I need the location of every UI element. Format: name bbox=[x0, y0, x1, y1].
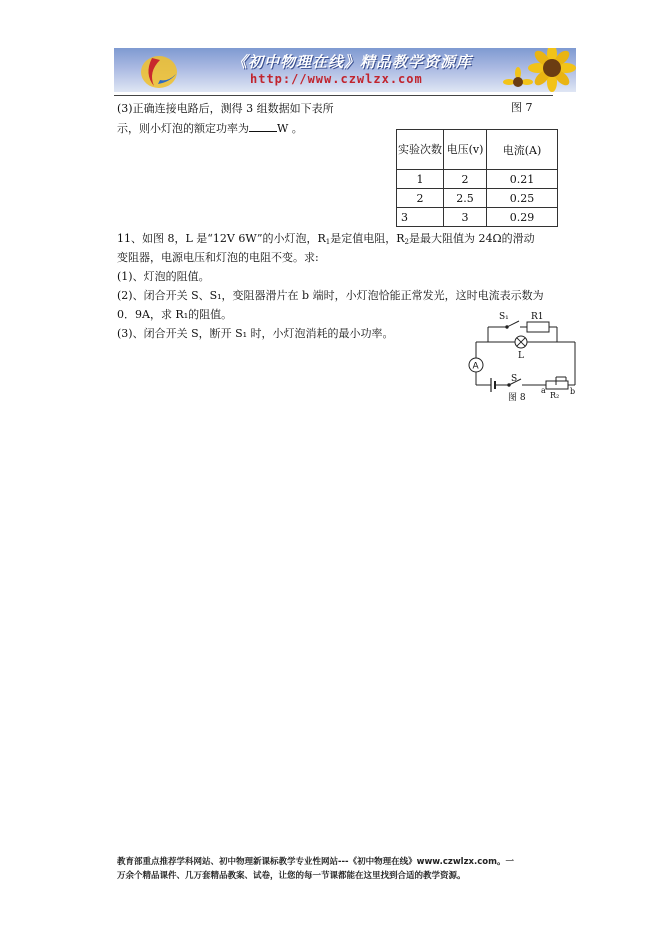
table-cell: 3 bbox=[397, 208, 444, 227]
q3-line2-prefix: 示，则小灯泡的额定功率为 bbox=[117, 122, 249, 135]
table-cell: 0.25 bbox=[487, 189, 558, 208]
table-row bbox=[397, 170, 558, 189]
table-cell: 0.21 bbox=[487, 170, 558, 189]
table-row bbox=[397, 189, 558, 208]
table-header-trial: 实验次数 bbox=[397, 130, 444, 170]
banner-title: 《初中物理在线》精品教学资源库 bbox=[232, 53, 473, 71]
banner-url: http://www.czwlzx.com bbox=[250, 72, 423, 86]
a-label: a bbox=[541, 386, 546, 395]
q11-line1-b: 是定值电阻，R bbox=[330, 232, 405, 245]
s1-label: S₁ bbox=[499, 312, 509, 322]
q11-sub2-line1: (2)、闭合开关 S、S₁，变阻器滑片在 b 端时，小灯泡恰能正常发光，这时电流表示数为 bbox=[117, 289, 544, 302]
footer-line1: 教育部重点推荐学科网站、初中物理新课标教学专业性网站---《初中物理在线》www.czwlzx.com。一 bbox=[117, 857, 514, 867]
table-cell: 0.29 bbox=[487, 208, 558, 227]
table-cell: 2.5 bbox=[444, 189, 487, 208]
table-cell: 1 bbox=[397, 170, 444, 189]
figure-8-caption: 图 8 bbox=[508, 393, 526, 403]
data-table bbox=[396, 129, 558, 227]
circuit-diagram bbox=[462, 305, 587, 405]
q11-line2: 变阻器，电源电压和灯泡的电阻不变。求: bbox=[117, 251, 319, 264]
q11-line1-c: 是最大阻值为 24Ω的滑动 bbox=[409, 232, 535, 245]
r1-subscript: 1 bbox=[325, 238, 331, 246]
r2-subscript: 2 bbox=[404, 238, 410, 246]
figure-7-label: 图 7 bbox=[511, 101, 533, 114]
q3-line1: (3)正确连接电路后，测得 3 组数据如下表所 bbox=[117, 102, 334, 115]
header-rule bbox=[114, 95, 553, 96]
table-cell: 3 bbox=[444, 208, 487, 227]
table-header-row bbox=[397, 130, 558, 170]
table-row bbox=[397, 208, 558, 227]
switch-s1 bbox=[507, 321, 519, 327]
footer-line2: 万余个精品课件、几万套精品教案、试卷，让您的每一节课都能在这里找到合适的教学资源。 bbox=[117, 871, 466, 881]
q11-sub3: (3)、闭合开关 S，断开 S₁ 时，小灯泡消耗的最小功率。 bbox=[117, 327, 394, 340]
r1-label: R1 bbox=[531, 312, 544, 322]
q11-line1 bbox=[117, 232, 535, 249]
ammeter-label: A bbox=[472, 361, 479, 372]
q11-sub2-line2: 0．9A，求 R₁的阻值。 bbox=[117, 308, 233, 321]
r2-label: R₂ bbox=[550, 391, 560, 400]
table-header-voltage: 电压(v) bbox=[444, 130, 487, 170]
lamp-label: L bbox=[518, 351, 524, 361]
q3-line2-suffix: W 。 bbox=[277, 122, 303, 135]
q11-sub1: (1)、灯泡的阻值。 bbox=[117, 270, 210, 283]
header-banner bbox=[114, 48, 576, 92]
sunflower-icon bbox=[503, 48, 576, 92]
logo-icon bbox=[141, 56, 177, 88]
b-label: b bbox=[570, 387, 576, 396]
rheostat-r2 bbox=[546, 381, 568, 389]
table-header-current: 电流(A) bbox=[487, 130, 558, 170]
resistor-r1 bbox=[527, 322, 549, 332]
q11-line1-a: 11、如图 8，L 是“12V 6W”的小灯泡，R bbox=[117, 232, 326, 245]
answer-blank bbox=[249, 121, 277, 132]
table-cell: 2 bbox=[397, 189, 444, 208]
q3-line2 bbox=[117, 121, 303, 136]
table-cell: 2 bbox=[444, 170, 487, 189]
s-label: S bbox=[511, 374, 518, 384]
